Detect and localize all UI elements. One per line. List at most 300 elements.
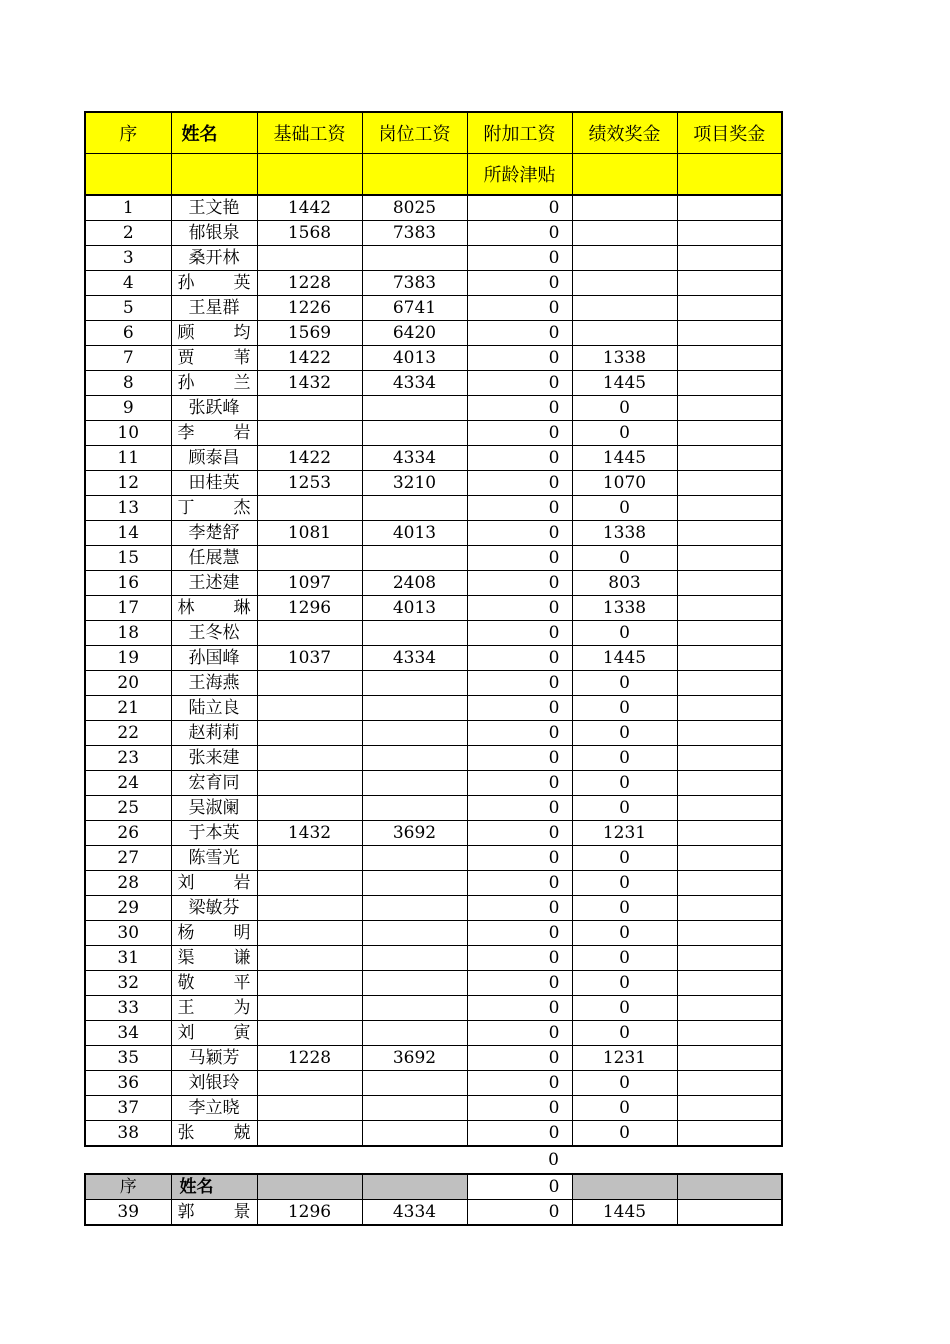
cell-seq[interactable]: 34	[85, 1021, 171, 1046]
cell-post[interactable]: 3692	[362, 1046, 467, 1071]
header-repeat-extra[interactable]: 0	[467, 1174, 572, 1200]
cell-project[interactable]	[677, 221, 782, 246]
header-post-salary[interactable]: 岗位工资	[362, 112, 467, 154]
cell-post[interactable]: 6420	[362, 321, 467, 346]
cell-base[interactable]	[257, 921, 362, 946]
header2-project[interactable]	[677, 154, 782, 196]
cell-base[interactable]	[257, 246, 362, 271]
header2-base[interactable]	[257, 154, 362, 196]
cell-post[interactable]: 4334	[362, 1200, 467, 1226]
cell-seq[interactable]: 33	[85, 996, 171, 1021]
cell-seq[interactable]: 9	[85, 396, 171, 421]
cell-name[interactable]: 林 琳	[171, 596, 257, 621]
cell-extra[interactable]: 0	[467, 271, 572, 296]
cell-perf[interactable]	[572, 195, 677, 221]
cell-seq[interactable]: 22	[85, 721, 171, 746]
cell-post[interactable]: 4334	[362, 446, 467, 471]
table-row	[85, 771, 782, 796]
cell-name[interactable]: 渠 谦	[171, 946, 257, 971]
cell-post[interactable]: 4334	[362, 646, 467, 671]
cell-seq[interactable]: 27	[85, 846, 171, 871]
cell-project[interactable]	[677, 446, 782, 471]
cell-name[interactable]: 陈雪光	[171, 846, 257, 871]
cell-seq[interactable]: 14	[85, 521, 171, 546]
spacer-extra-cell[interactable]: 0	[548, 1150, 559, 1170]
cell-base[interactable]: 1569	[257, 321, 362, 346]
cell-name[interactable]: 杨 明	[171, 921, 257, 946]
cell-extra[interactable]: 0	[467, 596, 572, 621]
header-repeat-project[interactable]	[677, 1174, 782, 1200]
cell-post[interactable]	[362, 546, 467, 571]
cell-base[interactable]	[257, 546, 362, 571]
cell-perf[interactable]: 803	[572, 571, 677, 596]
cell-seq[interactable]: 12	[85, 471, 171, 496]
cell-extra[interactable]: 0	[467, 821, 572, 846]
cell-perf[interactable]	[572, 221, 677, 246]
cell-name[interactable]: 王海燕	[171, 671, 257, 696]
cell-post[interactable]	[362, 621, 467, 646]
cell-base[interactable]: 1568	[257, 221, 362, 246]
cell-name[interactable]: 李楚舒	[171, 521, 257, 546]
cell-project[interactable]	[677, 195, 782, 221]
cell-post[interactable]	[362, 796, 467, 821]
cell-name[interactable]: 陆立良	[171, 696, 257, 721]
cell-perf[interactable]: 0	[572, 771, 677, 796]
cell-extra[interactable]: 0	[467, 1071, 572, 1096]
cell-name[interactable]: 顾 均	[171, 321, 257, 346]
cell-perf[interactable]: 0	[572, 921, 677, 946]
cell-base[interactable]	[257, 671, 362, 696]
cell-extra[interactable]: 0	[467, 396, 572, 421]
cell-perf[interactable]: 0	[572, 946, 677, 971]
cell-seq[interactable]: 30	[85, 921, 171, 946]
cell-perf[interactable]: 0	[572, 496, 677, 521]
cell-post[interactable]	[362, 496, 467, 521]
cell-post[interactable]: 4334	[362, 371, 467, 396]
cell-base[interactable]: 1296	[257, 596, 362, 621]
cell-post[interactable]: 4013	[362, 521, 467, 546]
cell-post[interactable]	[362, 771, 467, 796]
cell-extra[interactable]: 0	[467, 221, 572, 246]
cell-seq[interactable]: 37	[85, 1096, 171, 1121]
header-name[interactable]: 姓名	[171, 112, 257, 154]
cell-perf[interactable]	[572, 246, 677, 271]
cell-base[interactable]	[257, 1121, 362, 1147]
cell-seq[interactable]: 35	[85, 1046, 171, 1071]
cell-perf[interactable]: 0	[572, 1071, 677, 1096]
cell-base[interactable]: 1081	[257, 521, 362, 546]
cell-post[interactable]	[362, 671, 467, 696]
cell-name[interactable]: 赵莉莉	[171, 721, 257, 746]
cell-project[interactable]	[677, 746, 782, 771]
cell-perf[interactable]: 1338	[572, 596, 677, 621]
cell-extra[interactable]: 0	[467, 321, 572, 346]
cell-project[interactable]	[677, 946, 782, 971]
cell-extra[interactable]: 0	[467, 346, 572, 371]
cell-seq[interactable]: 13	[85, 496, 171, 521]
cell-project[interactable]	[677, 321, 782, 346]
cell-seq[interactable]: 2	[85, 221, 171, 246]
cell-post[interactable]	[362, 1096, 467, 1121]
cell-seq[interactable]: 1	[85, 195, 171, 221]
cell-extra[interactable]: 0	[467, 296, 572, 321]
header-repeat-post[interactable]	[362, 1174, 467, 1200]
cell-seq[interactable]: 11	[85, 446, 171, 471]
cell-base[interactable]: 1432	[257, 371, 362, 396]
header-project-bonus[interactable]: 项目奖金	[677, 112, 782, 154]
cell-extra[interactable]: 0	[467, 1200, 572, 1226]
cell-base[interactable]	[257, 421, 362, 446]
cell-extra[interactable]: 0	[467, 771, 572, 796]
cell-post[interactable]	[362, 696, 467, 721]
cell-post[interactable]	[362, 1021, 467, 1046]
cell-perf[interactable]: 0	[572, 996, 677, 1021]
cell-extra[interactable]: 0	[467, 1021, 572, 1046]
cell-post[interactable]	[362, 1121, 467, 1147]
cell-perf[interactable]: 0	[572, 1121, 677, 1147]
cell-seq[interactable]: 19	[85, 646, 171, 671]
cell-name[interactable]: 任展慧	[171, 546, 257, 571]
cell-extra[interactable]: 0	[467, 521, 572, 546]
cell-base[interactable]	[257, 771, 362, 796]
cell-name[interactable]: 宏育同	[171, 771, 257, 796]
cell-name[interactable]: 孙 兰	[171, 371, 257, 396]
cell-perf[interactable]: 1445	[572, 371, 677, 396]
cell-base[interactable]	[257, 1021, 362, 1046]
cell-name[interactable]: 孙国峰	[171, 646, 257, 671]
cell-post[interactable]	[362, 996, 467, 1021]
cell-project[interactable]	[677, 696, 782, 721]
cell-base[interactable]: 1422	[257, 446, 362, 471]
cell-project[interactable]	[677, 671, 782, 696]
cell-seq[interactable]: 18	[85, 621, 171, 646]
cell-perf[interactable]: 1231	[572, 821, 677, 846]
cell-seq[interactable]: 28	[85, 871, 171, 896]
cell-base[interactable]	[257, 621, 362, 646]
header-repeat-seq[interactable]: 序	[85, 1174, 171, 1200]
cell-base[interactable]: 1253	[257, 471, 362, 496]
cell-post[interactable]	[362, 871, 467, 896]
cell-seq[interactable]: 32	[85, 971, 171, 996]
cell-base[interactable]	[257, 871, 362, 896]
cell-project[interactable]	[677, 1200, 782, 1226]
cell-extra[interactable]: 0	[467, 721, 572, 746]
cell-name[interactable]: 敬 平	[171, 971, 257, 996]
cell-perf[interactable]: 1338	[572, 521, 677, 546]
cell-project[interactable]	[677, 496, 782, 521]
cell-project[interactable]	[677, 1046, 782, 1071]
cell-project[interactable]	[677, 921, 782, 946]
cell-seq[interactable]: 17	[85, 596, 171, 621]
cell-seq[interactable]: 15	[85, 546, 171, 571]
cell-extra[interactable]: 0	[467, 496, 572, 521]
cell-extra[interactable]: 0	[467, 421, 572, 446]
cell-seq[interactable]: 3	[85, 246, 171, 271]
cell-seq[interactable]: 25	[85, 796, 171, 821]
cell-base[interactable]	[257, 1071, 362, 1096]
cell-name[interactable]: 丁 杰	[171, 496, 257, 521]
cell-project[interactable]	[677, 571, 782, 596]
cell-name[interactable]: 王文艳	[171, 195, 257, 221]
cell-seq[interactable]: 4	[85, 271, 171, 296]
cell-perf[interactable]: 0	[572, 1021, 677, 1046]
cell-seq[interactable]: 5	[85, 296, 171, 321]
cell-extra[interactable]: 0	[467, 1046, 572, 1071]
header-performance-bonus[interactable]: 绩效奖金	[572, 112, 677, 154]
header-repeat-perf[interactable]	[572, 1174, 677, 1200]
cell-extra[interactable]: 0	[467, 646, 572, 671]
cell-extra[interactable]: 0	[467, 946, 572, 971]
cell-seq[interactable]: 16	[85, 571, 171, 596]
cell-project[interactable]	[677, 296, 782, 321]
cell-perf[interactable]: 0	[572, 1096, 677, 1121]
cell-name[interactable]: 刘银玲	[171, 1071, 257, 1096]
cell-base[interactable]: 1228	[257, 271, 362, 296]
cell-name[interactable]: 贾 苇	[171, 346, 257, 371]
cell-post[interactable]	[362, 1071, 467, 1096]
cell-base[interactable]	[257, 396, 362, 421]
cell-post[interactable]	[362, 246, 467, 271]
cell-extra[interactable]: 0	[467, 971, 572, 996]
cell-perf[interactable]: 0	[572, 621, 677, 646]
cell-name[interactable]: 郁银泉	[171, 221, 257, 246]
cell-base[interactable]	[257, 971, 362, 996]
cell-perf[interactable]: 1070	[572, 471, 677, 496]
cell-name[interactable]: 李立晓	[171, 1096, 257, 1121]
cell-project[interactable]	[677, 871, 782, 896]
cell-post[interactable]	[362, 396, 467, 421]
cell-base[interactable]	[257, 746, 362, 771]
cell-name[interactable]: 张 兢	[171, 1121, 257, 1147]
cell-seq[interactable]: 36	[85, 1071, 171, 1096]
cell-seq[interactable]: 7	[85, 346, 171, 371]
cell-extra[interactable]: 0	[467, 996, 572, 1021]
cell-base[interactable]: 1097	[257, 571, 362, 596]
cell-perf[interactable]: 0	[572, 896, 677, 921]
cell-project[interactable]	[677, 596, 782, 621]
cell-name[interactable]: 张来建	[171, 746, 257, 771]
cell-perf[interactable]: 1338	[572, 346, 677, 371]
cell-name[interactable]: 吴淑阑	[171, 796, 257, 821]
cell-perf[interactable]: 0	[572, 396, 677, 421]
cell-seq[interactable]: 31	[85, 946, 171, 971]
cell-post[interactable]: 7383	[362, 221, 467, 246]
cell-post[interactable]	[362, 421, 467, 446]
cell-project[interactable]	[677, 246, 782, 271]
cell-extra[interactable]: 0	[467, 796, 572, 821]
cell-project[interactable]	[677, 896, 782, 921]
cell-name[interactable]: 孙 英	[171, 271, 257, 296]
cell-name[interactable]: 王冬松	[171, 621, 257, 646]
cell-perf[interactable]: 0	[572, 721, 677, 746]
cell-base[interactable]: 1432	[257, 821, 362, 846]
cell-project[interactable]	[677, 271, 782, 296]
cell-perf[interactable]: 1445	[572, 646, 677, 671]
cell-extra[interactable]: 0	[467, 671, 572, 696]
cell-extra[interactable]: 0	[467, 471, 572, 496]
cell-extra[interactable]: 0	[467, 871, 572, 896]
cell-perf[interactable]	[572, 296, 677, 321]
cell-name[interactable]: 张跃峰	[171, 396, 257, 421]
cell-project[interactable]	[677, 646, 782, 671]
cell-extra[interactable]: 0	[467, 195, 572, 221]
cell-post[interactable]	[362, 946, 467, 971]
cell-project[interactable]	[677, 1121, 782, 1147]
cell-extra[interactable]: 0	[467, 546, 572, 571]
cell-name[interactable]: 田桂英	[171, 471, 257, 496]
cell-extra[interactable]: 0	[467, 846, 572, 871]
cell-post[interactable]: 7383	[362, 271, 467, 296]
cell-project[interactable]	[677, 621, 782, 646]
cell-project[interactable]	[677, 771, 782, 796]
cell-name[interactable]: 桑开林	[171, 246, 257, 271]
cell-project[interactable]	[677, 721, 782, 746]
cell-base[interactable]	[257, 796, 362, 821]
cell-name[interactable]: 刘 寅	[171, 1021, 257, 1046]
cell-perf[interactable]: 1445	[572, 446, 677, 471]
cell-post[interactable]	[362, 846, 467, 871]
cell-seq[interactable]: 6	[85, 321, 171, 346]
cell-project[interactable]	[677, 546, 782, 571]
cell-perf[interactable]: 0	[572, 871, 677, 896]
cell-project[interactable]	[677, 1071, 782, 1096]
cell-post[interactable]: 6741	[362, 296, 467, 321]
cell-base[interactable]: 1296	[257, 1200, 362, 1226]
cell-perf[interactable]: 1231	[572, 1046, 677, 1071]
cell-post[interactable]	[362, 721, 467, 746]
cell-post[interactable]: 3692	[362, 821, 467, 846]
header-repeat-name[interactable]: 姓名	[171, 1174, 257, 1200]
cell-extra[interactable]: 0	[467, 246, 572, 271]
cell-project[interactable]	[677, 846, 782, 871]
cell-base[interactable]	[257, 721, 362, 746]
cell-perf[interactable]	[572, 271, 677, 296]
cell-perf[interactable]: 0	[572, 971, 677, 996]
header-seniority-allowance[interactable]: 所龄津贴	[467, 154, 572, 196]
cell-extra[interactable]: 0	[467, 896, 572, 921]
cell-name[interactable]: 王 为	[171, 996, 257, 1021]
cell-base[interactable]	[257, 846, 362, 871]
cell-base[interactable]: 1422	[257, 346, 362, 371]
cell-seq[interactable]: 38	[85, 1121, 171, 1147]
header-seq[interactable]: 序	[85, 112, 171, 154]
cell-extra[interactable]: 0	[467, 921, 572, 946]
cell-project[interactable]	[677, 796, 782, 821]
cell-project[interactable]	[677, 421, 782, 446]
cell-extra[interactable]: 0	[467, 696, 572, 721]
cell-seq[interactable]: 10	[85, 421, 171, 446]
cell-project[interactable]	[677, 1096, 782, 1121]
cell-project[interactable]	[677, 521, 782, 546]
cell-post[interactable]: 4013	[362, 346, 467, 371]
cell-seq[interactable]: 23	[85, 746, 171, 771]
cell-seq[interactable]: 26	[85, 821, 171, 846]
cell-name[interactable]: 王述建	[171, 571, 257, 596]
cell-extra[interactable]: 0	[467, 571, 572, 596]
cell-base[interactable]	[257, 996, 362, 1021]
cell-name[interactable]: 王星群	[171, 296, 257, 321]
cell-perf[interactable]: 0	[572, 546, 677, 571]
cell-name[interactable]: 李 岩	[171, 421, 257, 446]
cell-post[interactable]	[362, 746, 467, 771]
cell-base[interactable]: 1226	[257, 296, 362, 321]
cell-name[interactable]: 马颖芳	[171, 1046, 257, 1071]
cell-post[interactable]: 2408	[362, 571, 467, 596]
cell-project[interactable]	[677, 371, 782, 396]
cell-project[interactable]	[677, 471, 782, 496]
cell-perf[interactable]: 0	[572, 421, 677, 446]
cell-post[interactable]	[362, 896, 467, 921]
cell-name[interactable]: 梁敏芬	[171, 896, 257, 921]
cell-seq[interactable]: 21	[85, 696, 171, 721]
cell-perf[interactable]: 0	[572, 696, 677, 721]
cell-base[interactable]	[257, 496, 362, 521]
cell-base[interactable]	[257, 696, 362, 721]
cell-base[interactable]	[257, 946, 362, 971]
header2-seq[interactable]	[85, 154, 171, 196]
cell-post[interactable]	[362, 921, 467, 946]
cell-seq[interactable]: 24	[85, 771, 171, 796]
cell-project[interactable]	[677, 821, 782, 846]
cell-project[interactable]	[677, 1021, 782, 1046]
header-row-2	[85, 154, 782, 196]
cell-name[interactable]: 顾泰昌	[171, 446, 257, 471]
cell-base[interactable]	[257, 1096, 362, 1121]
table-row	[85, 996, 782, 1021]
cell-post[interactable]: 3210	[362, 471, 467, 496]
cell-perf[interactable]: 1445	[572, 1200, 677, 1226]
cell-extra[interactable]: 0	[467, 746, 572, 771]
cell-project[interactable]	[677, 996, 782, 1021]
cell-base[interactable]: 1442	[257, 195, 362, 221]
table-row	[85, 796, 782, 821]
header-extra-salary[interactable]: 附加工资	[467, 112, 572, 154]
cell-project[interactable]	[677, 396, 782, 421]
cell-project[interactable]	[677, 971, 782, 996]
cell-extra[interactable]: 0	[467, 446, 572, 471]
header-base-salary[interactable]: 基础工资	[257, 112, 362, 154]
cell-perf[interactable]: 0	[572, 846, 677, 871]
cell-seq[interactable]: 39	[85, 1200, 171, 1226]
cell-name[interactable]: 于本英	[171, 821, 257, 846]
cell-perf[interactable]: 0	[572, 796, 677, 821]
header2-perf[interactable]	[572, 154, 677, 196]
cell-extra[interactable]: 0	[467, 1121, 572, 1147]
cell-base[interactable]: 1037	[257, 646, 362, 671]
cell-base[interactable]	[257, 896, 362, 921]
cell-name[interactable]: 郭 景	[171, 1200, 257, 1226]
cell-seq[interactable]: 29	[85, 896, 171, 921]
cell-extra[interactable]: 0	[467, 371, 572, 396]
cell-base[interactable]: 1228	[257, 1046, 362, 1071]
header2-post[interactable]	[362, 154, 467, 196]
cell-perf[interactable]	[572, 321, 677, 346]
header2-name[interactable]	[171, 154, 257, 196]
cell-perf[interactable]: 0	[572, 671, 677, 696]
cell-post[interactable]: 4013	[362, 596, 467, 621]
table-row	[85, 1046, 782, 1071]
cell-name[interactable]: 刘 岩	[171, 871, 257, 896]
cell-seq[interactable]: 20	[85, 671, 171, 696]
cell-extra[interactable]: 0	[467, 1096, 572, 1121]
header-repeat-base[interactable]	[257, 1174, 362, 1200]
cell-post[interactable]	[362, 971, 467, 996]
cell-post[interactable]: 8025	[362, 195, 467, 221]
cell-perf[interactable]: 0	[572, 746, 677, 771]
cell-extra[interactable]: 0	[467, 621, 572, 646]
cell-project[interactable]	[677, 346, 782, 371]
cell-seq[interactable]: 8	[85, 371, 171, 396]
